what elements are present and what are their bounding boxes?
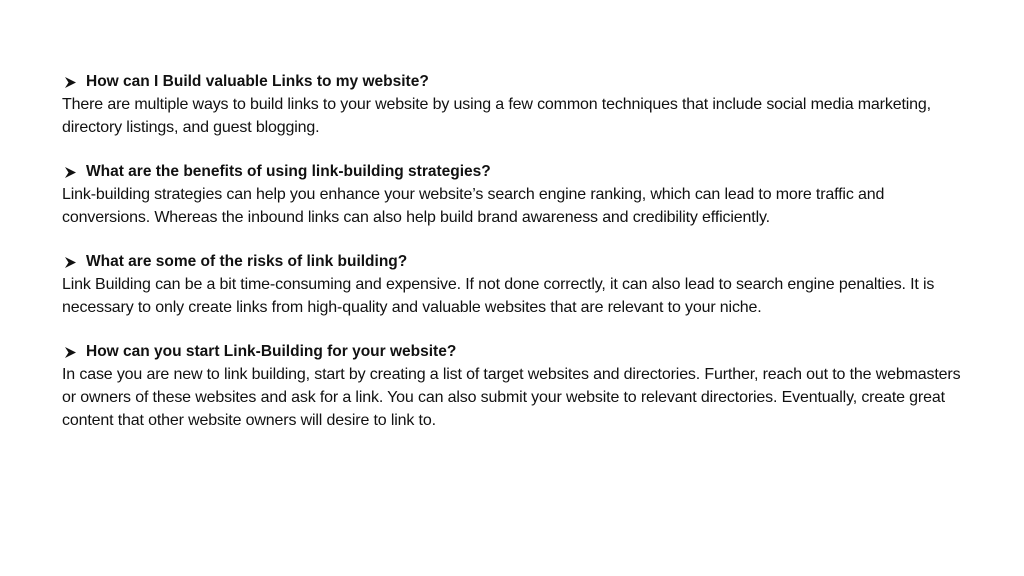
arrowhead-bullet-icon: [62, 76, 86, 89]
faq-slide: [62, 71, 962, 454]
faq-item-1: [62, 71, 962, 139]
faq-item-2: [62, 161, 962, 229]
faq-item-3: [62, 251, 962, 319]
faq-question-3: [62, 251, 962, 273]
faq-answer-4: In case you are new to link building, start by creating a list of target websites and directories. Further, reach out to the webmasters or owners of these websites and ask for a link. You can also submit your website to relevant directories. Eventually, create great content that other website owners will desire to link to.: [62, 366, 961, 429]
faq-question-text: How can you start Link-Building for your website?: [86, 343, 457, 360]
faq-answer-3: Link Building can be a bit time-consuming and expensive. If not done correctly, it can also lead to search engine penalties. It is necessary to only create links from high-quality and valuable websites that are relevant to your niche.: [62, 276, 935, 316]
faq-question-text: What are the benefits of using link-building strategies?: [86, 163, 491, 180]
arrowhead-bullet-icon: [62, 256, 86, 269]
faq-answer-2: Link-building strategies can help you enhance your website’s search engine ranking, which can lead to more traffic and conversions. Whereas the inbound links can also help build brand awareness and credibility efficiently.: [62, 186, 885, 226]
faq-question-text: What are some of the risks of link building?: [86, 253, 408, 270]
faq-question-text: How can I Build valuable Links to my website?: [86, 73, 429, 90]
faq-question-4: [62, 341, 962, 363]
arrowhead-bullet-icon: [62, 166, 86, 179]
faq-question-1: [62, 71, 962, 93]
faq-item-4: [62, 341, 962, 432]
faq-question-2: [62, 161, 962, 183]
arrowhead-bullet-icon: [62, 346, 86, 359]
faq-answer-1: There are multiple ways to build links to your website by using a few common techniques that include social media marketing, directory listings, and guest blogging.: [62, 96, 931, 136]
